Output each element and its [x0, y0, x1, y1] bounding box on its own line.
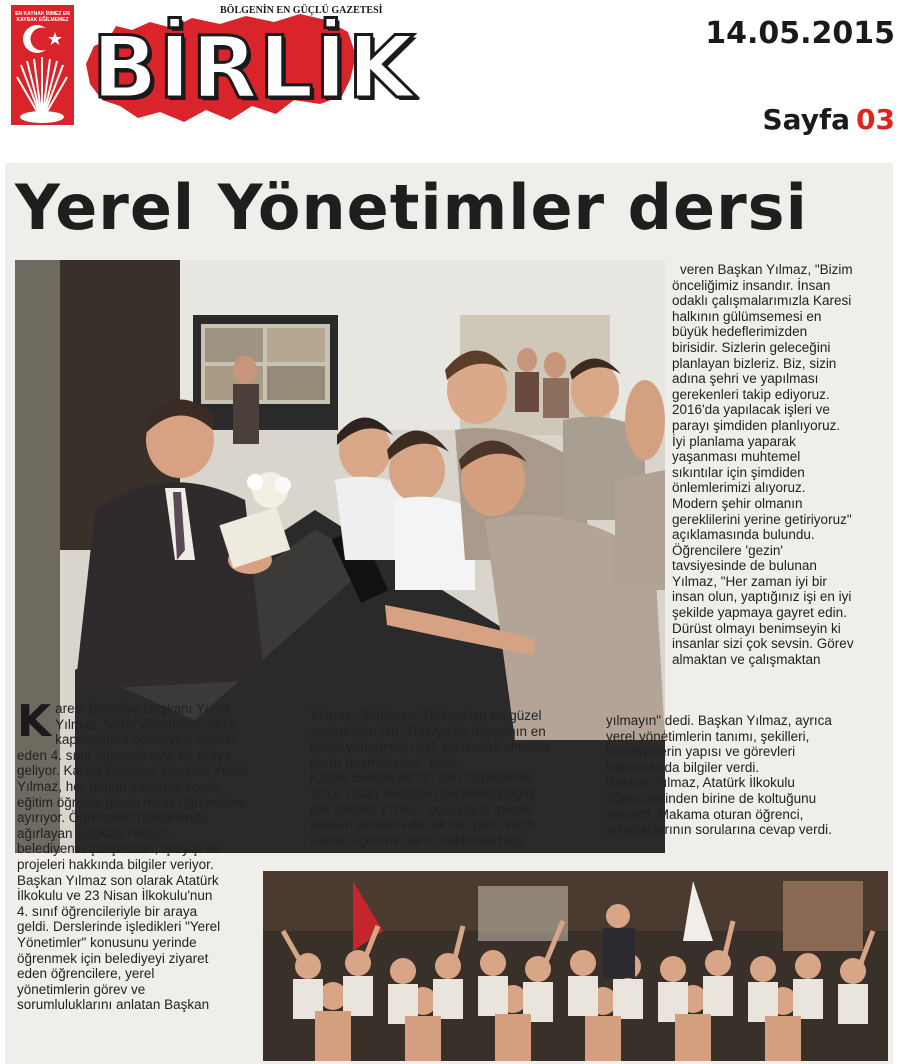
page-reference — [763, 103, 896, 136]
article-column-1 — [17, 696, 259, 1013]
article-column-2 — [310, 708, 600, 848]
text-line: önlemlerimizi alıyoruz. — [672, 480, 806, 496]
page-number: 03 — [856, 103, 895, 136]
text-line: birisidir. Sizlerin geleceğini — [672, 339, 831, 355]
text-line: öğrencilerinden birine de koltuğunu — [606, 790, 817, 806]
text-line: aresi Belediye Başkanı Yücel — [55, 701, 230, 716]
text-line: yerlerinden biri; Türkiye'de dünyanın en — [310, 723, 546, 739]
logo-emblem — [11, 5, 74, 125]
newspaper-logo: BİRLİK — [92, 18, 416, 118]
text-line: sorumluluklarını anlatan Başkan — [17, 997, 210, 1013]
text-line: ettikleri sorulara da tek tek yanıt verdi. — [310, 817, 538, 833]
headline: Yerel Yönetimler dersi — [15, 171, 808, 244]
text-line: yaşanması muhtemel — [672, 449, 801, 465]
drop-cap: K — [17, 696, 52, 747]
text-line: Dürüst olmayı benimseyin ki — [672, 620, 841, 636]
text-line: tavsiyesinde de bulunan — [672, 558, 817, 574]
text-line: yerel yönetimlerin tanımı, şekilleri, — [606, 728, 810, 744]
text-line: veren Başkan Yılmaz, "Bizim — [680, 262, 853, 277]
text-line: öğrenmek için belediyeyi ziyaret — [17, 950, 209, 966]
text-line: İyi planlama yaparak — [672, 433, 796, 449]
text-line: gerekenleri takip ediyoruz. — [672, 386, 830, 402]
text-line: 2016'da yapılacak işleri ve — [672, 402, 830, 418]
text-line: önceliğimiz insandır. İnsan — [672, 277, 831, 293]
text-line: gereklilerini yerine getiriyoruz" — [672, 511, 852, 527]
text-line: Modern şehir olmanın — [672, 495, 803, 511]
logo-motto: EN KAYNAK İNMEZ EN KAYBAK EĞİLMEMEZ — [15, 11, 70, 23]
text-line: 'önce insan' ilkesiyle gerçekleştirdiğini — [310, 785, 536, 801]
text-line: açıklamasında bulundu. — [672, 527, 815, 543]
article-column-right — [606, 262, 876, 667]
text-line: Yılmaz, "Balıkesir, Türkiye'nin en güzel — [310, 708, 542, 723]
text-line: sıkıntılar için şimdiden — [672, 464, 805, 480]
text-line: Karesi Belediyesi'nin tüm hizmetlerini — [310, 770, 533, 786]
text-line: eğitim öğretim gören minik öğrencilere — [17, 794, 246, 810]
text-line: halkının gülümsemesi en — [672, 308, 822, 324]
text-line: Yılmaz, 'yerel yönetimler' dersi — [55, 716, 238, 732]
text-line: odaklı çalışmalarımızla Karesi — [672, 293, 852, 309]
text-line: 4. sınıf öğrencileriyle bir araya — [17, 903, 198, 919]
text-line: Yılmaz, "Her zaman iyi bir — [672, 573, 827, 589]
text-line: projeleri hakkında bilgiler veriyor. — [17, 856, 214, 872]
text-line: planlayan bizleriz. Biz, sizin — [672, 355, 837, 371]
text-line: geldi. Derslerinde işledikleri "Yerel — [17, 919, 221, 935]
text-line: belediyelerin yapısı ve görevleri — [606, 744, 796, 760]
text-line: gurur duymalısınız" dedi. — [310, 754, 459, 770]
crescent-star-icon — [11, 5, 74, 125]
text-line: yönetimlerin görev ve — [17, 981, 146, 997]
article-clipping — [5, 163, 893, 1064]
text-line: hakkında da bilgiler verdi. — [606, 759, 760, 775]
text-line: Başkan Yılmaz, Atatürk İlkokulu — [606, 775, 795, 791]
text-line: devretti. Makama oturan öğrenci, — [606, 806, 804, 822]
text-line: İlkokulu ve 23 Nisan İlkokulu'nun — [17, 888, 213, 904]
article-column-3 — [606, 713, 886, 838]
text-line: ayırıyor. Öğrencileri makamında — [17, 810, 209, 826]
text-line: eden öğrencilere, yerel — [17, 966, 155, 982]
text-line: insanlar sizi çok sevsin. Görev — [672, 636, 854, 652]
text-line: adına şehri ve yapılması — [672, 371, 819, 387]
group-photo — [263, 871, 888, 1061]
text-line: Öğrencilere 'gezin' — [672, 542, 783, 558]
text-line: yılmayın" dedi. Başkan Yılmaz, ayrıca — [606, 713, 832, 728]
text-line: güzel yerlerinden biri. Balıkesirli olmakla — [310, 739, 551, 755]
masthead — [0, 0, 901, 160]
page-label: Sayfa — [762, 103, 851, 136]
text-line: arkadaşlarının sorularına cevap verdi. — [606, 822, 832, 838]
text-line: şekilde yapmaya gayret edin. — [672, 605, 847, 621]
text-line: kapsamında belediyeyi ziyaret — [55, 732, 236, 748]
text-line: belediyenin çalışmaları, işleyişi ve — [17, 841, 220, 857]
text-line: ağırlayan Başkan Yılmaz, — [17, 825, 170, 841]
text-line: Yönetimler" konusunu yerinde — [17, 934, 197, 950]
logo-tagline: BÖLGENİN EN GÜÇLÜ GAZETESİ — [220, 5, 383, 16]
text-line: geliyor. Karesi Belediye Başkanı Yücel — [17, 763, 248, 779]
text-line: almaktan ve çalışmaktan — [672, 651, 821, 667]
text-line: Yılmaz, her günün sabahını ilçede — [17, 778, 222, 794]
text-line: Karesi İlçesi'nin tarihi hakkında bilgi — [310, 832, 523, 848]
issue-date: 14.05.2015 — [705, 16, 895, 51]
text-line: parayı şimdiden planlıyoruz. — [672, 417, 841, 433]
text-line: insan olun, yaptığınız işi en iyi — [672, 589, 852, 605]
text-line: büyük hedeflerimizden — [672, 324, 808, 340]
text-line: dile getiren Yılmaz, çocukların merak — [310, 801, 532, 817]
text-line: eden 4. sınıf öğrencileriyle bir araya — [17, 747, 231, 763]
text-line: Başkan Yılmaz son olarak Atatürk — [17, 872, 219, 888]
